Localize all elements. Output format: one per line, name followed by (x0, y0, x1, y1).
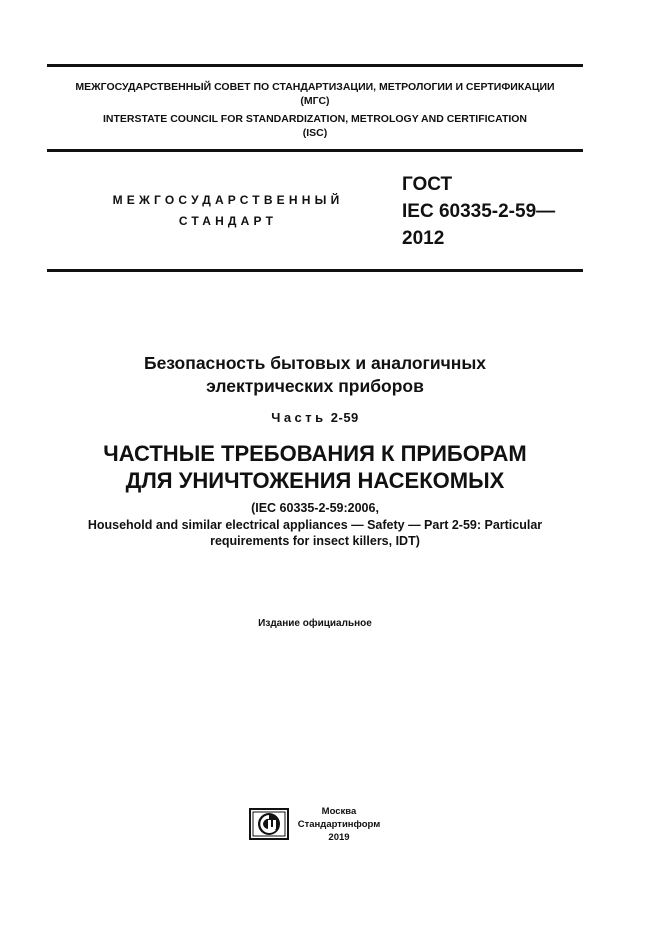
iec-line3: requirements for insect killers, IDT) (210, 534, 420, 548)
part-label (47, 410, 583, 425)
publisher-name: Стандартинформ (297, 819, 381, 830)
gost-designation (402, 171, 555, 252)
publisher-logo-icon (249, 808, 289, 840)
council-name-en (47, 112, 583, 140)
title-line2: электрических приборов (206, 376, 424, 396)
part-number: 2-59 (330, 410, 359, 425)
council-ru-line1: МЕЖГОСУДАРСТВЕННЫЙ СОВЕТ ПО СТАНДАРТИЗАЦИИ, МЕТРОЛОГИИ И СЕРТИФИКАЦИИ (75, 81, 555, 93)
iec-reference (47, 500, 583, 550)
middle-divider (47, 149, 583, 152)
gost-line3: 2012 (402, 228, 445, 249)
publisher-city: Москва (321, 806, 357, 817)
title-line1: Безопасность бытовых и аналогичных (143, 353, 487, 373)
iec-line2: Household and similar electrical appliances — Safety — Part 2-59: Particular (87, 517, 543, 532)
council-name-ru (47, 80, 583, 108)
gost-line2: IEC 60335-2-59— (402, 201, 556, 222)
part-word: Часть (271, 410, 327, 425)
interstate-line2: СТАНДАРТ (178, 214, 278, 228)
gost-line1: ГОСТ (402, 174, 453, 195)
document-title (47, 352, 583, 398)
council-en-line1: INTERSTATE COUNCIL FOR STANDARDIZATION, METROLOGY AND CERTIFICATION (102, 113, 528, 125)
council-ru-abbr: (МГС) (300, 95, 330, 107)
special-line2: ДЛЯ УНИЧТОЖЕНИЯ НАСЕКОМЫХ (125, 468, 505, 493)
interstate-standard-label (98, 190, 358, 232)
publisher-info (294, 805, 384, 844)
special-line1: ЧАСТНЫЕ ТРЕБОВАНИЯ К ПРИБОРАМ (103, 441, 527, 466)
publication-year: 2019 (328, 832, 350, 843)
iec-line1: (IEC 60335-2-59:2006, (251, 501, 379, 515)
bottom-divider (47, 269, 583, 272)
special-requirements-title (47, 440, 583, 494)
top-divider (47, 64, 583, 67)
interstate-line1: МЕЖГОСУДАРСТВЕННЫЙ (112, 193, 344, 207)
edition-label: Издание официальное (258, 618, 372, 629)
council-en-abbr: (ISC) (302, 127, 328, 139)
